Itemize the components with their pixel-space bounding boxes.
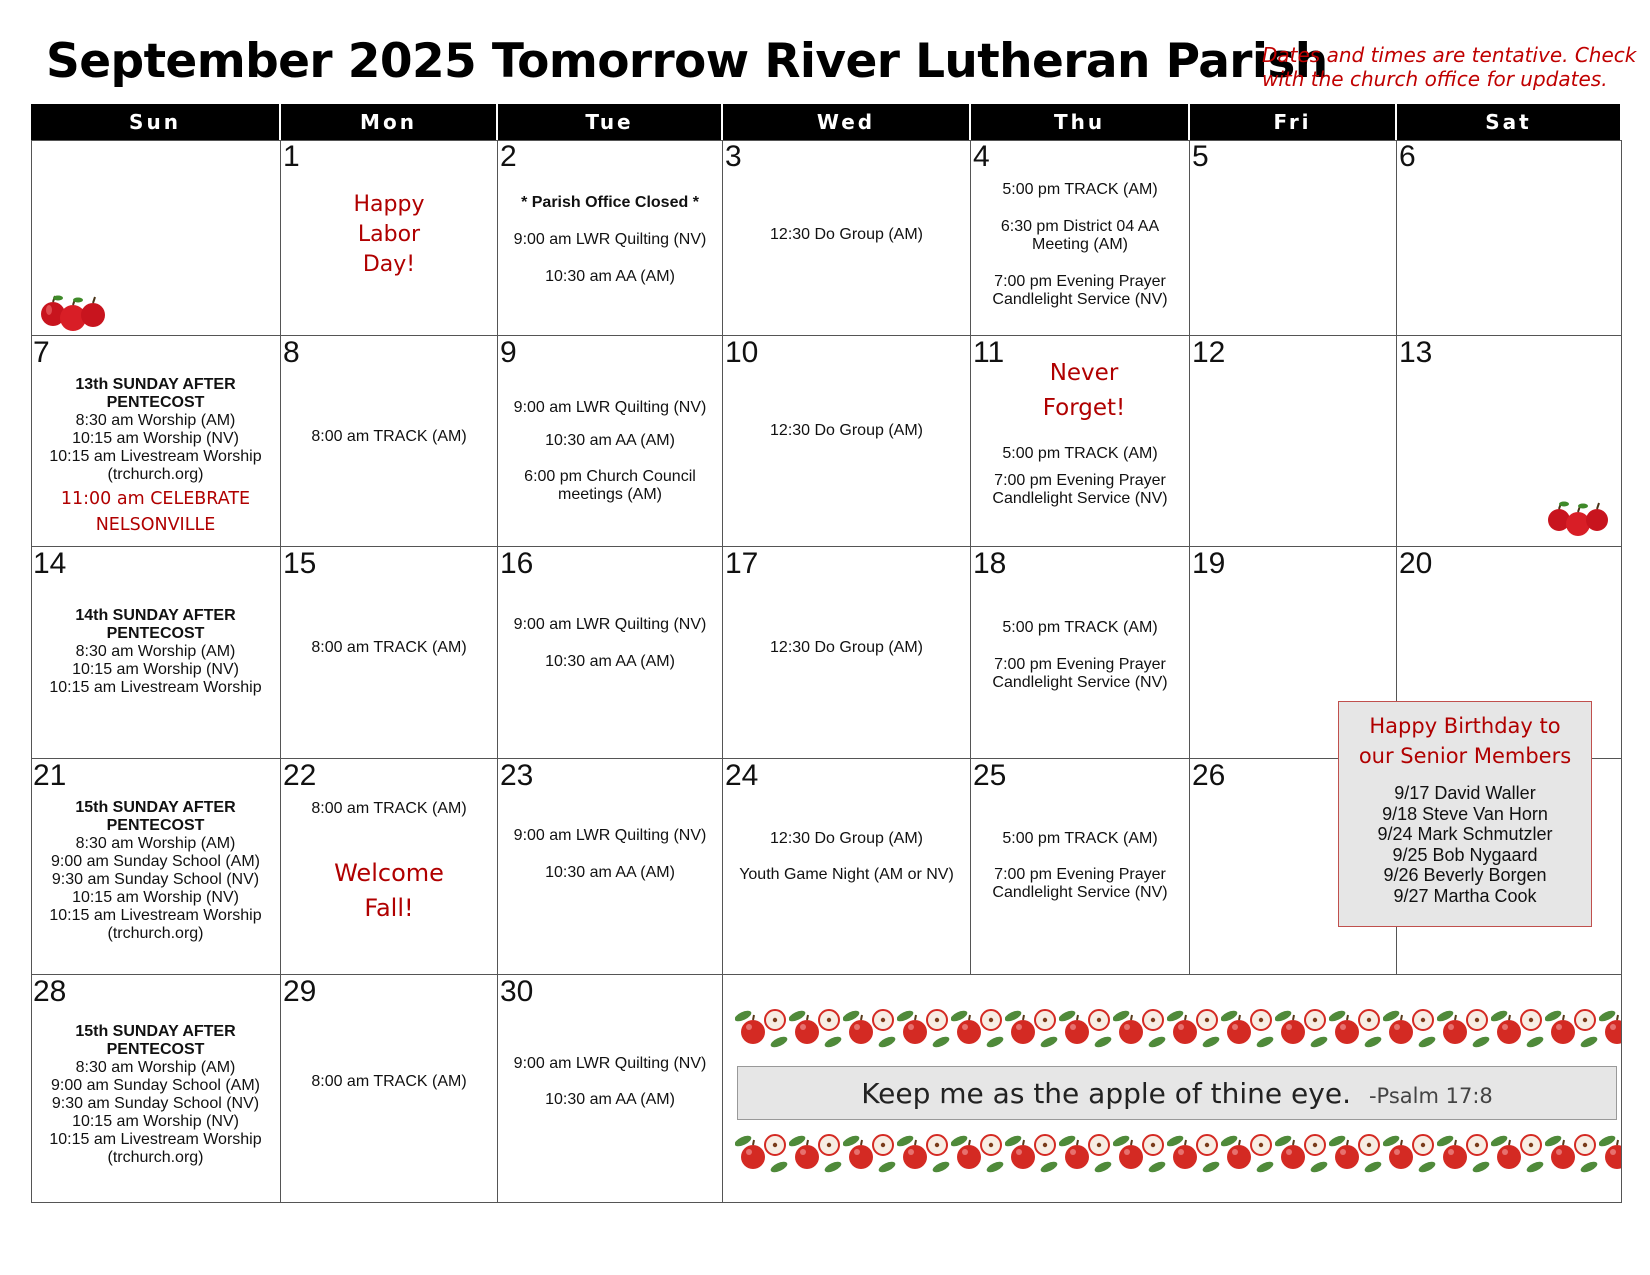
event-text: 8:30 am Worship (AM): [75, 412, 236, 429]
day-number: 3: [725, 140, 742, 173]
day-number: 28: [33, 975, 67, 1008]
event-text: 9:00 am LWR Quilting (NV): [513, 231, 707, 248]
celebrate-text: 11:00 am CELEBRATE: [60, 489, 251, 509]
event-text: 10:15 am Worship (NV): [72, 889, 239, 906]
day-number: 25: [973, 759, 1007, 792]
day-number: 17: [725, 547, 759, 580]
event-text: 6:30 pm District 04 AA Meeting (AM): [1000, 218, 1160, 253]
event-text: 10:15 am Livestream Worship: [49, 448, 262, 465]
event-text: 8:00 am TRACK (AM): [311, 639, 467, 656]
celebrate-text: NELSONVILLE: [95, 515, 216, 535]
event-text: 9:00 am LWR Quilting (NV): [513, 1055, 707, 1072]
event-text: 10:30 am AA (AM): [545, 864, 675, 881]
remembrance-text: Never: [1049, 360, 1119, 386]
day-number: 13: [1399, 336, 1433, 369]
event-text: 8:00 am TRACK (AM): [311, 800, 467, 817]
day-cell-15[interactable]: [281, 547, 498, 759]
weekday-thu: Thu: [971, 104, 1190, 140]
birthday-entry: 9/17 David Waller: [1394, 783, 1536, 803]
verse-reference: -Psalm 17:8: [1368, 1084, 1493, 1108]
event-text: 8:00 am TRACK (AM): [311, 1073, 467, 1090]
day-number: 24: [725, 759, 759, 792]
sunday-heading: 14th SUNDAY AFTER PENTECOST: [75, 607, 236, 642]
day-number: 22: [283, 759, 317, 792]
day-number: 23: [500, 759, 534, 792]
birthday-entry: 9/24 Mark Schmutzler: [1377, 824, 1553, 844]
day-cell-empty: [31, 140, 281, 336]
day-number: 18: [973, 547, 1007, 580]
weekday-sun: Sun: [31, 104, 281, 140]
weekday-wed: Wed: [723, 104, 971, 140]
apples-icon: [1547, 496, 1611, 538]
day-number: 29: [283, 975, 317, 1008]
day-cell-24[interactable]: [723, 759, 971, 975]
day-cell-25[interactable]: [971, 759, 1190, 975]
event-text: (trchurch.org): [107, 1149, 204, 1166]
event-text: 12:30 Do Group (AM): [770, 830, 923, 847]
event-text: (trchurch.org): [107, 466, 204, 483]
tentative-note: Dates and times are tentative. Check with the church office for updates.: [1262, 43, 1637, 91]
event-text: (trchurch.org): [107, 925, 204, 942]
event-text: 9:30 am Sunday School (NV): [51, 1095, 260, 1112]
apples-icon: [39, 290, 109, 332]
event-text: 8:00 am TRACK (AM): [311, 428, 467, 445]
weekday-fri: Fri: [1190, 104, 1397, 140]
day-number: 19: [1192, 547, 1226, 580]
day-number: 1: [283, 140, 300, 173]
sunday-heading: 15th SUNDAY AFTER PENTECOST: [75, 799, 236, 834]
verse-box: [737, 1066, 1617, 1120]
day-cell-12[interactable]: [1190, 336, 1397, 547]
event-text: 9:00 am LWR Quilting (NV): [513, 827, 707, 844]
event-text: 5:00 pm TRACK (AM): [1002, 445, 1158, 462]
day-number: 20: [1399, 547, 1433, 580]
event-text: 5:00 pm TRACK (AM): [1002, 619, 1158, 636]
weekday-sat: Sat: [1397, 104, 1622, 140]
day-cell-17[interactable]: [723, 547, 971, 759]
day-cell-16[interactable]: [498, 547, 723, 759]
verse-banner: [735, 1000, 1621, 1200]
day-cell-1[interactable]: [281, 140, 498, 336]
event-text: 9:30 am Sunday School (NV): [51, 871, 260, 888]
event-text: 12:30 Do Group (AM): [770, 422, 923, 439]
event-text: 7:00 pm Evening Prayer Candlelight Service (NV): [992, 472, 1168, 507]
day-number: 10: [725, 336, 759, 369]
event-text: 10:15 am Livestream Worship: [49, 1131, 262, 1148]
day-cell-13[interactable]: [1397, 336, 1622, 547]
day-number: 15: [283, 547, 317, 580]
day-cell-8[interactable]: [281, 336, 498, 547]
birthday-entry: 9/26 Beverly Borgen: [1383, 865, 1547, 885]
apple-border-icon: [735, 1127, 1621, 1179]
day-number: 16: [500, 547, 534, 580]
event-text: 6:00 pm Church Council meetings (AM): [524, 468, 696, 503]
day-number: 30: [500, 975, 534, 1008]
event-text: 10:30 am AA (AM): [545, 653, 675, 670]
day-number: 4: [973, 140, 990, 173]
event-text: 5:00 pm TRACK (AM): [1002, 181, 1158, 198]
event-text: 7:00 pm Evening Prayer Candlelight Service (NV): [992, 273, 1168, 308]
holiday-text: Labor: [357, 222, 421, 247]
event-text: 8:30 am Worship (AM): [75, 643, 236, 660]
event-text: 12:30 Do Group (AM): [770, 226, 923, 243]
birthday-entry: 9/18 Steve Van Horn: [1382, 803, 1548, 824]
event-text: 7:00 pm Evening Prayer Candlelight Service (NV): [992, 656, 1168, 691]
event-text: 8:30 am Worship (AM): [75, 835, 236, 852]
day-number: 9: [500, 336, 517, 369]
apple-border-icon: [735, 1002, 1621, 1054]
birthday-entry: 9/27 Martha Cook: [1393, 885, 1537, 906]
event-text: 12:30 Do Group (AM): [770, 639, 923, 656]
day-cell-11[interactable]: [971, 336, 1190, 547]
day-cell-6[interactable]: [1397, 140, 1622, 336]
event-text: 9:00 am Sunday School (AM): [51, 1077, 260, 1094]
day-number: 21: [33, 759, 67, 792]
event-text: 10:30 am AA (AM): [545, 268, 675, 285]
birthday-title: Happy Birthday to: [1369, 714, 1561, 738]
sunday-heading: 15th SUNDAY AFTER PENTECOST: [75, 1023, 236, 1058]
day-number: 12: [1192, 336, 1226, 369]
event-text: 10:30 am AA (AM): [545, 432, 675, 449]
birthday-entry: 9/25 Bob Nygaard: [1392, 844, 1538, 865]
event-text: 8:30 am Worship (AM): [75, 1059, 236, 1076]
day-cell-2[interactable]: [498, 140, 723, 336]
day-cell-23[interactable]: [498, 759, 723, 975]
day-cell-5[interactable]: [1190, 140, 1397, 336]
day-cell-30[interactable]: [498, 975, 723, 1203]
day-number: 7: [33, 336, 50, 369]
verse-text: Keep me as the apple of thine eye.: [861, 1077, 1351, 1110]
event-text: 10:15 am Livestream Worship: [49, 907, 262, 924]
day-cell-29[interactable]: [281, 975, 498, 1203]
day-cell-4[interactable]: [971, 140, 1190, 336]
day-number: 6: [1399, 140, 1416, 173]
event-text: 10:15 am Worship (NV): [72, 1113, 239, 1130]
birthday-title: our Senior Members: [1358, 744, 1572, 768]
day-number: 5: [1192, 140, 1209, 173]
event-text: 10:30 am AA (AM): [545, 1091, 675, 1108]
event-text: 7:00 pm Evening Prayer Candlelight Service (NV): [992, 866, 1168, 901]
holiday-text: Day!: [362, 252, 416, 277]
event-text: 5:00 pm TRACK (AM): [1002, 830, 1158, 847]
day-number: 26: [1192, 759, 1226, 792]
day-cell-22[interactable]: [281, 759, 498, 975]
day-cell-3[interactable]: [723, 140, 971, 336]
event-text: 9:00 am LWR Quilting (NV): [513, 399, 707, 416]
holiday-text: Happy: [353, 192, 425, 217]
season-text: Fall!: [364, 894, 414, 922]
event-text: 10:15 am Livestream Worship: [49, 679, 262, 696]
day-cell-14[interactable]: [31, 547, 281, 759]
day-number: 8: [283, 336, 300, 369]
event-text: 9:00 am Sunday School (AM): [51, 853, 260, 870]
event-text: 10:15 am Worship (NV): [72, 430, 239, 447]
day-cell-7[interactable]: [31, 336, 281, 547]
weekday-mon: Mon: [281, 104, 498, 140]
event-text: 10:15 am Worship (NV): [72, 661, 239, 678]
day-cell-28[interactable]: [31, 975, 281, 1203]
remembrance-text: Forget!: [1042, 395, 1126, 421]
day-cell-18[interactable]: [971, 547, 1190, 759]
day-cell-9[interactable]: [498, 336, 723, 547]
birthday-box: [1338, 701, 1592, 927]
event-text: 9:00 am LWR Quilting (NV): [513, 616, 707, 633]
day-cell-21[interactable]: [31, 759, 281, 975]
day-cell-10[interactable]: [723, 336, 971, 547]
day-number: 2: [500, 140, 517, 173]
office-closed-text: * Parish Office Closed *: [521, 194, 699, 211]
season-text: Welcome: [334, 859, 444, 887]
day-number: 11: [973, 336, 1005, 369]
page-title: September 2025 Tomorrow River Lutheran Parish: [46, 34, 1328, 89]
day-number: 14: [33, 547, 67, 580]
event-text: Youth Game Night (AM or NV): [739, 866, 954, 883]
weekday-tue: Tue: [498, 104, 723, 140]
sunday-heading: 13th SUNDAY AFTER PENTECOST: [75, 376, 236, 411]
